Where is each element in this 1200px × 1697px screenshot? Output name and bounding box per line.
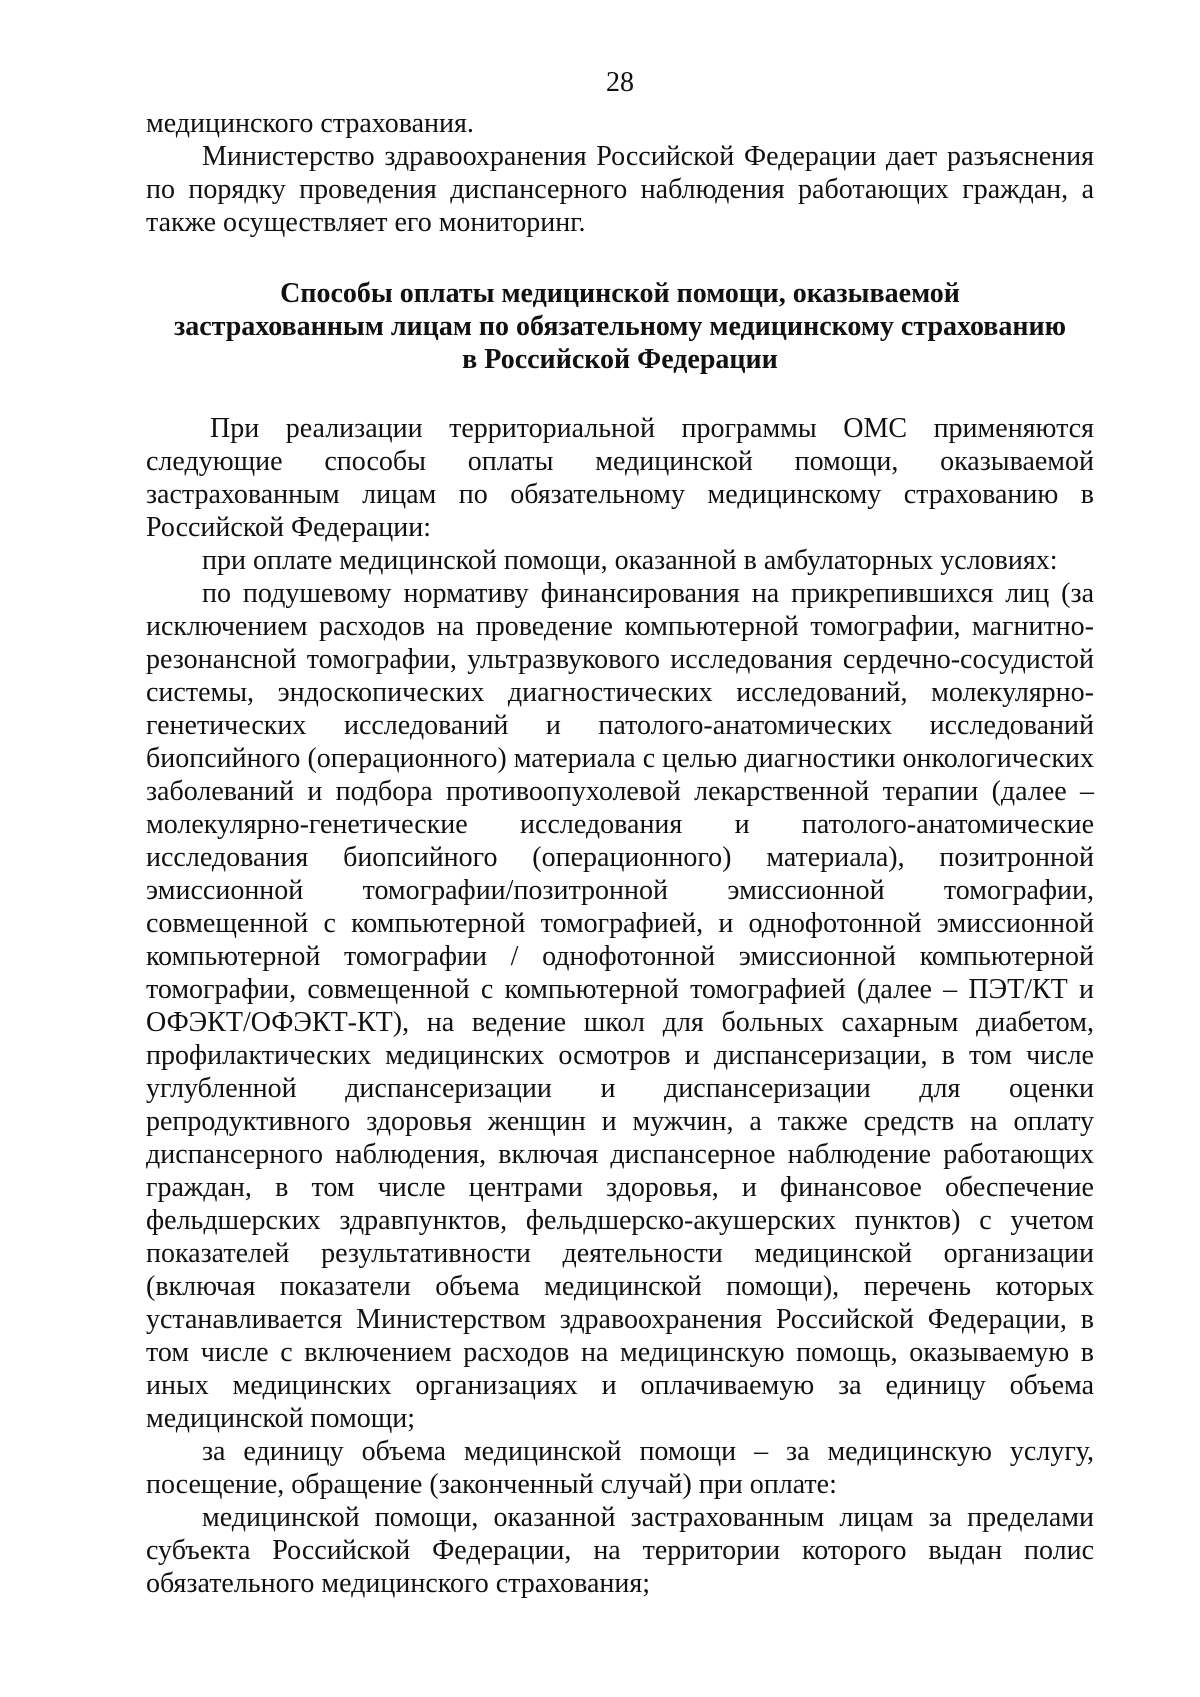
- body-paragraph-2: при оплате медицинской помощи, оказанной в амбулаторных условиях:: [202, 545, 1058, 576]
- section-heading-line-3: в Российской Федерации: [462, 344, 778, 375]
- section-heading-line-1: Способы оплаты медицинской помощи, оказываемой: [280, 278, 960, 309]
- section-heading-line-2: застрахованным лицам по обязательному медицинскому страхованию: [173, 311, 1067, 342]
- document-page: [146, 66, 1094, 1600]
- page-number: 28: [606, 67, 634, 98]
- section-heading: [146, 277, 1094, 376]
- continuation-text: медицинского страхования.: [146, 108, 474, 139]
- body-paragraph-1: При реализации территориальной программы ОМС применяются следующие способы оплаты медицинской помощи, оказываемой застрахованным лицам по обязательному медицинскому страхованию в Российской Федерации:: [146, 413, 1094, 543]
- body-paragraph-3: по подушевому нормативу финансирования на прикрепившихся лиц (за исключением расходов на проведение компьютерной томографии, магнитно-резонансной томографии, ультразвукового исследования сердечно-сосудистой системы, эндоскопических диагностических исследований, молекулярно-генетических исследований и патолого-анатомических исследований биопсийного (операционного) материала с целью диагностики онкологических заболеваний и подбора противоопухолевой лекарственной терапии (далее – молекулярно-генетические исследования и патолого-анатомические исследования биопсийного (операционного) материала), позитронной эмиссионной томографии/позитронной эмиссионной томографии, совмещенной с компьютерной томографией, и однофотонной эмиссионной компьютерной томографии / однофотонной эмиссионной компьютерной томографии, совмещенной с компьютерной томографией (далее – ПЭТ/КТ и ОФЭКТ/ОФЭКТ-КТ), на ведение школ для больных сахарным диабетом, профилактических медицинских осмотров и диспансеризации, в том числе углубленной диспансеризации и диспансеризации для оценки репродуктивного здоровья женщин и мужчин, а также средств на оплату диспансерного наблюдения, включая диспансерное наблюдение работающих граждан, в том числе центрами здоровья, и финансовое обеспечение фельдшерских здравпунктов, фельдшерско-акушерских пунктов) с учетом показателей результативности деятельности медицинской организации (включая показатели объема медицинской помощи), перечень которых устанавливается Министерством здравоохранения Российской Федерации, в том числе с включением расходов на медицинскую помощь, оказываемую в иных медицинских организациях и оплачиваемую за единицу объема медицинской помощи;: [146, 578, 1094, 1434]
- body-paragraph-4: за единицу объема медицинской помощи – за медицинскую услугу, посещение, обращение (законченный случай) при оплате:: [146, 1436, 1094, 1500]
- ministry-paragraph: Министерство здравоохранения Российской Федерации дает разъяснения по порядку проведения диспансерного наблюдения работающих граждан, а также осуществляет его мониторинг.: [146, 141, 1094, 238]
- body-paragraph-5: медицинской помощи, оказанной застрахованным лицам за пределами субъекта Российской Федерации, на территории которого выдан полис обязательного медицинского страхования;: [146, 1502, 1094, 1599]
